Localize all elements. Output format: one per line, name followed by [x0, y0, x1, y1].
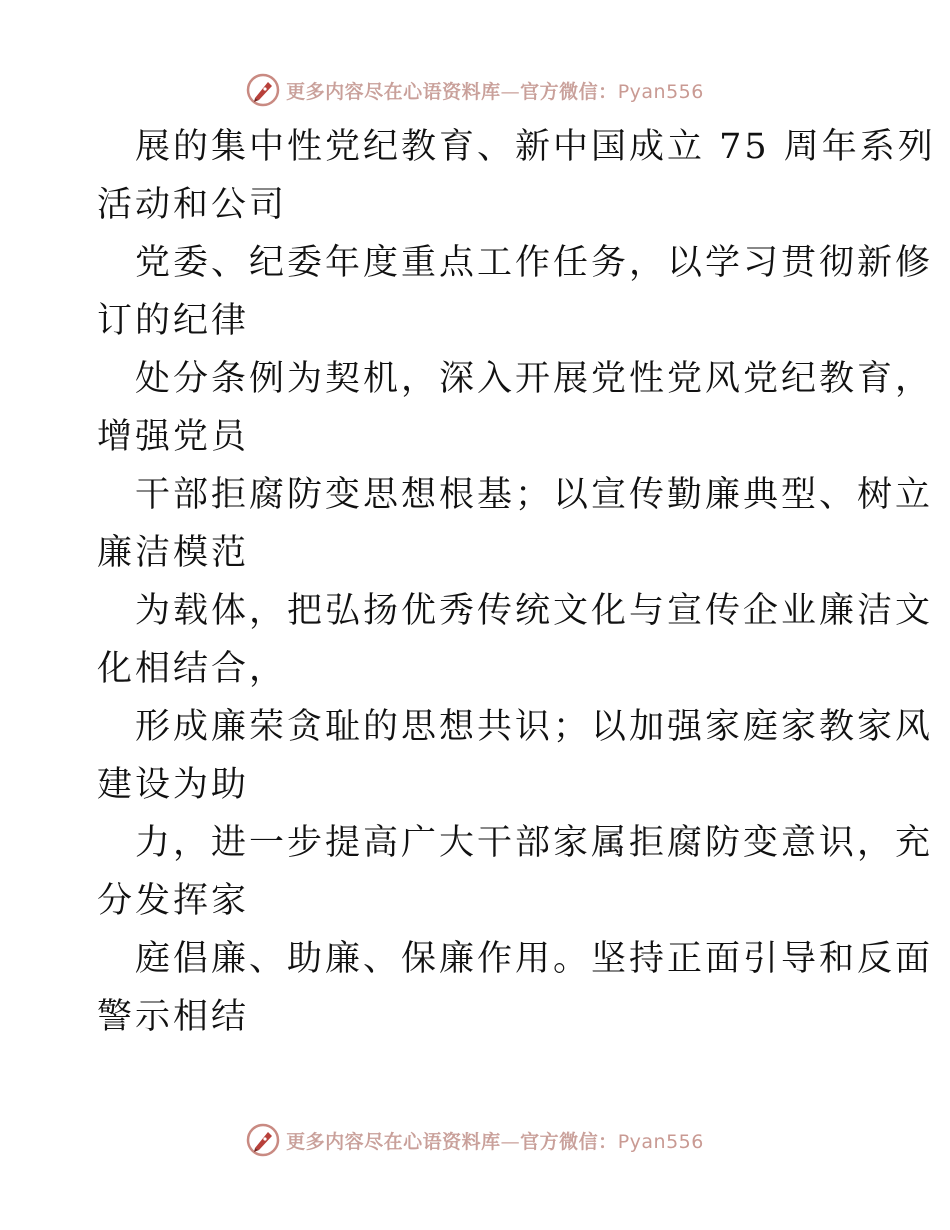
paragraph	[97, 582, 934, 698]
paragraph-first-line: 力，进一步提高广大干部家属拒腐防变意识，充	[135, 823, 934, 863]
watermark-wechat-label: 官方微信：	[520, 1130, 618, 1153]
header-watermark	[0, 70, 950, 110]
paragraph	[97, 698, 934, 814]
paragraph	[97, 350, 934, 466]
paragraph	[97, 118, 936, 234]
paragraph-first-line: 形成廉荣贪耻的思想共识；以加强家庭家教家风	[135, 707, 934, 747]
watermark-wechat-label: 官方微信：	[520, 80, 618, 103]
watermark-wechat-id: Pyan556	[617, 80, 704, 103]
paragraph-first-line: 庭倡廉、助廉、保廉作用。坚持正面引导和反面	[135, 939, 934, 979]
paragraph-continuation: 警示相结	[97, 997, 250, 1037]
pen-nib-logo-icon	[246, 73, 280, 107]
paragraph	[97, 930, 934, 1046]
paragraph-continuation: 建设为助	[97, 765, 250, 805]
watermark-main: 更多内容尽在心语资料库	[286, 1130, 501, 1153]
paragraph	[97, 234, 934, 350]
watermark-dash: —	[500, 1130, 521, 1153]
watermark-text	[286, 1127, 704, 1154]
paragraph-continuation: 分发挥家	[97, 881, 250, 921]
pen-nib-logo-icon	[246, 1123, 280, 1157]
paragraph-continuation: 化相结合，	[97, 649, 288, 689]
paragraph	[97, 466, 934, 582]
watermark-text	[286, 77, 704, 104]
paragraph-continuation: 订的纪律	[97, 301, 250, 341]
paragraph-first-line: 为载体，把弘扬优秀传统文化与宣传企业廉洁文	[135, 591, 934, 631]
document-body	[97, 118, 936, 1046]
paragraph-continuation: 活动和公司	[97, 185, 288, 225]
footer-watermark	[0, 1120, 950, 1160]
paragraph-first-line: 干部拒腐防变思想根基；以宣传勤廉典型、树立	[135, 475, 934, 515]
paragraph-first-line: 展的集中性党纪教育、新中国成立 75 周年系列	[135, 127, 936, 167]
paragraph-continuation: 增强党员	[97, 417, 250, 457]
watermark-wechat-id: Pyan556	[617, 1130, 704, 1153]
paragraph-first-line: 党委、纪委年度重点工作任务，以学习贯彻新修	[135, 243, 934, 283]
paragraph	[97, 814, 934, 930]
watermark-main: 更多内容尽在心语资料库	[286, 80, 501, 103]
paragraph-continuation: 廉洁模范	[97, 533, 250, 573]
paragraph-first-line: 处分条例为契机，深入开展党性党风党纪教育，	[135, 359, 934, 399]
watermark-dash: —	[500, 80, 521, 103]
